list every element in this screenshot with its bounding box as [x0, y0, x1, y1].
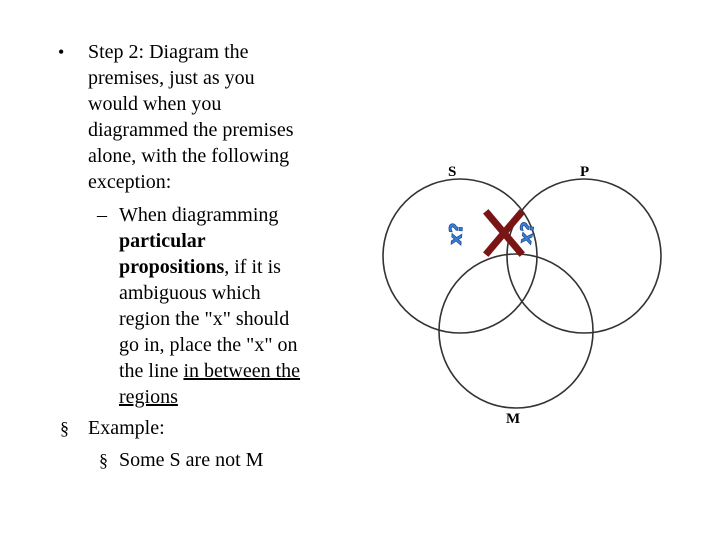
- sub-line-8: regions: [119, 386, 178, 408]
- x-question-mark-left: [445, 222, 468, 246]
- step-line-6: exception:: [88, 171, 172, 193]
- sub-line-3-rest: , if it is: [224, 256, 281, 278]
- bullet-dot: •: [58, 42, 65, 62]
- sub-line-3-bold: propositions: [119, 256, 225, 278]
- label-m: M: [506, 411, 521, 427]
- step-line-1: Step 2: Diagram the: [88, 41, 249, 63]
- step-line-4: diagrammed the premises: [88, 119, 294, 141]
- step-line-2: premises, just as you: [88, 67, 255, 89]
- cross-mark: [488, 214, 520, 252]
- svg-text:x?: x?: [514, 220, 540, 246]
- sub-line-7-pre: the line: [119, 360, 184, 382]
- sub-line-7-underlined: in between the: [183, 360, 301, 382]
- sub-line-2: particular: [119, 230, 206, 252]
- svg-text:x?: x?: [444, 222, 468, 246]
- label-s: S: [448, 164, 457, 180]
- example-item-bullet: §: [99, 450, 108, 470]
- circle-s: [383, 179, 537, 333]
- label-p: P: [580, 164, 590, 180]
- example-label: Example:: [88, 417, 165, 439]
- step-line-5: alone, with the following: [88, 145, 290, 167]
- sub-dash: –: [97, 204, 107, 226]
- step-line-3: would when you: [88, 93, 222, 115]
- sub-line-1: When diagramming: [119, 204, 279, 226]
- sub-line-6: go in, place the "x" on: [119, 334, 298, 356]
- example-item-label: Some S are not M: [119, 449, 264, 471]
- sub-line-5: region the "x" should: [119, 308, 290, 330]
- sub-line-4: ambiguous which: [119, 282, 261, 304]
- example-bullet: §: [60, 418, 69, 438]
- x-question-mark-right: [515, 220, 540, 245]
